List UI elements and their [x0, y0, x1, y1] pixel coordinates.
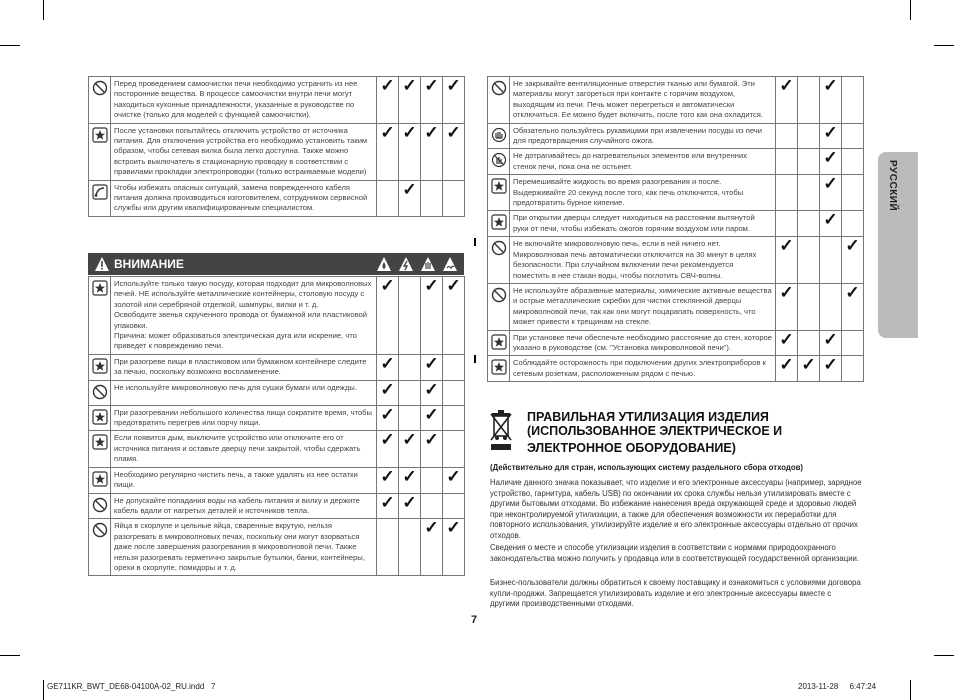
checkmark-icon: ✓: [823, 355, 838, 375]
disposal-title-line-2: (ИСПОЛЬЗОВАННОЕ ЭЛЕКТРИЧЕСКОЕ И: [527, 424, 783, 438]
row-text: Не используйте микроволновую печь для сушки бумаги или одежды.: [111, 380, 377, 405]
disposal-paragraph-1: Наличие данного значка показывает, что изделие и его электронные аксессуары (например, зарядное устройство, гарнитура, кабель USB) по окончании их срока службы нельзя утилизировать вместе с другими бытовыми отходами. Во избежание нанесения вреда окружающей среде и здоровью людей при неконтролируемой утилизации, а также для обеспечения возможности их переработки для повторного использования, утилизируйте изделие и его электронные аксессуары отдельно от прочих отходов.: [490, 478, 862, 540]
check-cell: [421, 431, 443, 467]
row-text: Не дотрагивайтесь до нагревательных элементов или внутренних стенок печи, пока она не остынет.: [510, 149, 776, 175]
warning-title: ВНИМАНИЕ: [114, 257, 184, 271]
checkmark-icon: ✓: [380, 353, 395, 373]
table-row: [89, 405, 465, 431]
checkmark-icon: ✓: [380, 76, 395, 95]
check-cell: [842, 149, 864, 175]
check-cell: [399, 180, 421, 216]
check-cell: [776, 356, 798, 382]
row-text: Используйте только такую посуду, которая подходит для микроволновых печей. НЕ используйте металлические контейнеры, столовую посуду с золотой или серебряной отделкой, шампуры, вилки и т. д. Освободите звенья скрученного провода от бумажной или пластиковой упаковки. Причина: может образоваться электрическая дуга или искрение, что приведет к повреждению печи.: [111, 277, 377, 355]
row-text: Не используйте абразивные материалы, химические активные вещества и острые металлические скребки для чистки стеклянной дверцы микроволновой печи, так как они могут поцарапать поверхность, что может привести к трещинам на стекле.: [510, 283, 776, 330]
check-cell: [820, 283, 842, 330]
check-cell: [399, 467, 421, 493]
check-cell: [820, 175, 842, 211]
star-icon: [89, 406, 110, 430]
check-cell: [798, 123, 820, 149]
table-row: [488, 123, 864, 149]
table-row: [488, 77, 864, 124]
check-cell: [399, 277, 421, 355]
check-cell: [421, 467, 443, 493]
check-cell: [798, 175, 820, 211]
checkmark-icon: ✓: [402, 492, 417, 512]
checkmark-icon: ✓: [779, 236, 794, 256]
check-cell: [842, 175, 864, 211]
star-icon: [89, 431, 110, 455]
check-cell: [443, 405, 465, 431]
checkmark-icon: ✓: [823, 148, 838, 168]
table-row: [89, 180, 465, 216]
warning-triangle-icon: [94, 256, 110, 272]
check-cell: [399, 493, 421, 519]
crop-mark: [43, 680, 44, 700]
prohibit-icon: [488, 284, 509, 308]
checkmark-icon: ✓: [845, 236, 860, 256]
star-icon: [488, 331, 509, 355]
safety-table-right: [487, 76, 864, 382]
checkmark-icon: ✓: [380, 466, 395, 486]
row-text: При установке печи обеспечьте необходимо расстояние до стен, которое указано в руководстве (см. "Установка микроволновой печи").: [510, 330, 776, 356]
language-tab-label: РУССКИЙ: [887, 160, 898, 212]
no-touch-icon: [488, 149, 509, 173]
checkmark-icon: ✓: [424, 430, 439, 450]
checkmark-icon: ✓: [380, 492, 395, 512]
disposal-paragraph-3: Бизнес-пользователи должны обратиться к своему поставщику и ознакомиться с условиями договора купли-продажи. Запрещается утилизировать изделие и его электронные аксессуары вместе с другими производственными отходами.: [490, 578, 861, 608]
check-cell: [443, 277, 465, 355]
check-cell: [421, 380, 443, 405]
checkmark-icon: ✓: [446, 466, 461, 486]
disposal-paragraph-2: Сведения о месте и способе утилизации изделия в соответствии с нормами природоохранного законодательства можно получить у продавца или в соответствующей государственной организации.: [490, 543, 860, 563]
check-cell: [443, 431, 465, 467]
check-cell: [443, 380, 465, 405]
checkmark-icon: ✓: [823, 122, 838, 142]
row-text: При разогревании небольшого количества пищи сократите время, чтобы предотвратить перегрев или порчу пищи.: [111, 405, 377, 431]
check-cell: [377, 405, 399, 431]
check-cell: [377, 123, 399, 180]
footer-file: GE711KR_BWT_DE68-04100A-02_RU.indd 7: [47, 682, 216, 691]
checkmark-icon: ✓: [424, 276, 439, 295]
glove-icon: [488, 124, 509, 148]
star-icon: [488, 356, 509, 380]
checkmark-icon: ✓: [380, 379, 395, 399]
check-cell: [399, 77, 421, 124]
checkmark-icon: ✓: [823, 174, 838, 194]
check-cell: [820, 149, 842, 175]
row-text: Соблюдайте осторожность при подключении других электроприборов к сетевым розеткам, расположенным рядом с печью.: [510, 356, 776, 382]
checkmark-icon: ✓: [801, 355, 816, 375]
checkmark-icon: ✓: [424, 379, 439, 399]
safety-table-top-left: [88, 76, 465, 217]
checkmark-icon: ✓: [380, 430, 395, 450]
row-text: После установки попытайтесь отключить устройство от источника питания. Для отключения устройства его необходимо установить таким образом, чтобы сетевая вилка была легко доступна. Также можно встроить выключатель в стационарную проводку в соответствии с правилами прокладки электропроводки (только встраиваемые модели): [111, 123, 377, 180]
checkmark-icon: ✓: [424, 76, 439, 95]
check-cell: [820, 77, 842, 124]
disposal-title-line-3: ЭЛЕКТРОННОЕ ОБОРУДОВАНИЕ): [527, 441, 736, 455]
crop-mark: [934, 655, 954, 656]
checkmark-icon: ✓: [823, 76, 838, 95]
check-cell: [443, 493, 465, 519]
row-text: Не закрывайте вентиляционные отверстия тканью или бумагой. Эти материалы могут загореться при контакте с горячим воздухом, выходящим из печи. Печь может перегреться и автоматически отключиться. Ее можно будет включить, после того как она охладится.: [510, 77, 776, 124]
check-cell: [399, 123, 421, 180]
table-row: [89, 77, 465, 124]
row-text: Необходимо регулярно чистить печь, а также удалять из нее остатки пищи.: [111, 467, 377, 493]
star-icon: [488, 211, 509, 235]
disposal-subtitle: (Действительно для стран, использующих систему раздельного сбора отходов): [490, 463, 803, 472]
table-row: [488, 175, 864, 211]
checkmark-icon: ✓: [424, 122, 439, 142]
checkmark-icon: ✓: [845, 282, 860, 302]
table-row: [488, 330, 864, 356]
checkmark-icon: ✓: [424, 353, 439, 373]
check-cell: [421, 180, 443, 216]
check-cell: [377, 380, 399, 405]
crossed-bin-icon: [490, 410, 512, 452]
table-row: [89, 519, 465, 576]
check-cell: [798, 77, 820, 124]
check-cell: [399, 519, 421, 576]
check-cell: [443, 354, 465, 380]
checkmark-icon: ✓: [779, 76, 794, 95]
check-cell: [421, 519, 443, 576]
check-cell: [842, 211, 864, 237]
table-row: [89, 123, 465, 180]
check-cell: [443, 180, 465, 216]
check-cell: [820, 123, 842, 149]
star-icon: [89, 355, 110, 379]
table-row: [488, 237, 864, 284]
check-cell: [776, 123, 798, 149]
table-row: [488, 356, 864, 382]
crop-mark: [910, 680, 911, 700]
checkmark-icon: ✓: [424, 404, 439, 424]
check-cell: [421, 77, 443, 124]
check-cell: [399, 405, 421, 431]
check-cell: [421, 123, 443, 180]
checkmark-icon: ✓: [402, 76, 417, 95]
check-cell: [443, 519, 465, 576]
checkmark-icon: ✓: [402, 122, 417, 142]
check-cell: [377, 77, 399, 124]
check-cell: [443, 467, 465, 493]
language-side-tab: [878, 152, 918, 338]
check-cell: [820, 330, 842, 356]
row-text: Яйца в скорлупе и цельные яйца, сваренные вкрутую, нельзя разогревать в микроволновых печах, поскольку они могут взорваться даже после завершения разогревания в микроволновой печи. Также нельзя разогревать герметично закрытые бутылки, банки, контейнеры, орехи в скорлупе, помидоры и т. д.: [111, 519, 377, 576]
table-row: [89, 467, 465, 493]
star-icon: [89, 468, 110, 492]
check-cell: [377, 431, 399, 467]
check-cell: [798, 356, 820, 382]
microwave-hazard-icon: [442, 256, 458, 277]
row-text: Перед проведением самоочистки печи необходимо устранить из нее посторонние вещества. В процессе самоочистки внутри печи могут находиться кухонные принадлежности, указанные в руководстве по очистке (только для моделей с функцией самоочистки).: [111, 77, 377, 124]
checkmark-icon: ✓: [779, 355, 794, 375]
check-cell: [842, 123, 864, 149]
check-cell: [798, 237, 820, 284]
prohibit-icon: [89, 77, 110, 101]
check-cell: [399, 431, 421, 467]
check-cell: [776, 175, 798, 211]
checkmark-icon: ✓: [402, 466, 417, 486]
check-cell: [820, 237, 842, 284]
row-text: Не допускайте попадания воды на кабель питания и вилку и держите кабель вдали от нагретых деталей и источников тепла.: [111, 493, 377, 519]
check-cell: [776, 283, 798, 330]
crop-mark: [934, 45, 954, 46]
check-cell: [820, 211, 842, 237]
crop-mark: [43, 0, 44, 20]
checkmark-icon: ✓: [446, 122, 461, 142]
checkmark-icon: ✓: [402, 179, 417, 199]
table-row: [89, 354, 465, 380]
check-cell: [776, 77, 798, 124]
checkmark-icon: ✓: [380, 404, 395, 424]
check-cell: [377, 277, 399, 355]
check-cell: [421, 277, 443, 355]
check-cell: [842, 330, 864, 356]
check-cell: [820, 356, 842, 382]
checkmark-icon: ✓: [446, 276, 461, 295]
check-cell: [798, 283, 820, 330]
footer-date: 2013-11-28 6:47:24: [798, 682, 877, 691]
prohibit-icon: [89, 494, 110, 518]
check-cell: [798, 330, 820, 356]
star-icon: [89, 124, 110, 148]
row-text: Перемешивайте жидкость во время разогревания и после. Выдерживайте 20 секунд после того, как печь отключится, чтобы предотвратить бурное кипение.: [510, 175, 776, 211]
table-row: [89, 277, 465, 355]
checkmark-icon: ✓: [823, 329, 838, 349]
check-cell: [377, 467, 399, 493]
check-cell: [421, 354, 443, 380]
row-text: Обязательно пользуйтесь рукавицами при извлечении посуды из печи для предотвращения случайного ожога.: [510, 123, 776, 149]
disposal-title-line-1: ПРАВИЛЬНАЯ УТИЛИЗАЦИЯ ИЗДЕЛИЯ: [527, 410, 769, 424]
prohibit-icon: [488, 77, 509, 101]
row-text: При открытии дверцы следует находиться на расстоянии вытянутой руки от печи, чтобы избежать ожогов горячим воздухом или паром.: [510, 211, 776, 237]
table-row: [89, 431, 465, 467]
checkmark-icon: ✓: [380, 276, 395, 295]
check-cell: [776, 237, 798, 284]
check-cell: [399, 380, 421, 405]
prohibit-icon: [89, 381, 110, 405]
check-cell: [421, 405, 443, 431]
check-cell: [842, 77, 864, 124]
check-cell: [776, 211, 798, 237]
crop-mark: [910, 0, 911, 20]
prohibit-icon: [89, 519, 110, 543]
crop-mark: [0, 45, 20, 46]
check-cell: [443, 123, 465, 180]
check-cell: [842, 283, 864, 330]
checkmark-icon: ✓: [823, 210, 838, 230]
check-cell: [399, 354, 421, 380]
check-cell: [377, 180, 399, 216]
checkmark-icon: ✓: [779, 329, 794, 349]
caution-table-left: [88, 276, 465, 576]
phone-icon: [89, 181, 110, 205]
check-cell: [377, 519, 399, 576]
crop-mark: [0, 655, 20, 656]
steam-hazard-icon: [420, 256, 436, 277]
row-text: При разогреве пищи в пластиковом или бумажном контейнере следите за печью, поскольку возможно воспламенение.: [111, 354, 377, 380]
checkmark-icon: ✓: [380, 122, 395, 142]
registration-mark: [474, 355, 476, 363]
table-row: [89, 380, 465, 405]
table-row: [488, 211, 864, 237]
table-row: [488, 283, 864, 330]
checkmark-icon: ✓: [402, 430, 417, 450]
row-text: Не включайте микроволновую печь, если в ней ничего нет. Микроволновая печь автоматически отключится на 30 минут в целях безопасности. При случайном включении печи рекомендуется поместить в нее стакан воды, чтобы поглотить СВЧ-волны.: [510, 237, 776, 284]
check-cell: [776, 149, 798, 175]
electric-hazard-icon: [398, 256, 414, 277]
check-cell: [377, 354, 399, 380]
check-cell: [377, 493, 399, 519]
checkmark-icon: ✓: [424, 518, 439, 538]
checkmark-icon: ✓: [446, 76, 461, 95]
registration-mark: [474, 238, 476, 246]
check-cell: [421, 493, 443, 519]
row-text: Чтобы избежать опасных ситуаций, замена поврежденного кабеля питания должна производиться изготовителем, сотрудником сервисной службы или другим квалифицированным специалистом.: [111, 180, 377, 216]
row-text: Если появится дым, выключите устройство или отключите его от источника питания и оставьте дверцу печи закрытой, чтобы сдержать пламя.: [111, 431, 377, 467]
checkmark-icon: ✓: [779, 282, 794, 302]
warning-header: [88, 253, 464, 275]
check-cell: [842, 237, 864, 284]
page-number: 7: [471, 614, 478, 626]
check-cell: [443, 77, 465, 124]
check-cell: [798, 149, 820, 175]
table-row: [488, 149, 864, 175]
check-cell: [798, 211, 820, 237]
star-icon: [89, 277, 110, 301]
table-row: [89, 493, 465, 519]
check-cell: [776, 330, 798, 356]
prohibit-icon: [488, 237, 509, 261]
checkmark-icon: ✓: [446, 518, 461, 538]
star-icon: [488, 175, 509, 199]
fire-hazard-icon: [376, 256, 392, 277]
check-cell: [842, 356, 864, 382]
